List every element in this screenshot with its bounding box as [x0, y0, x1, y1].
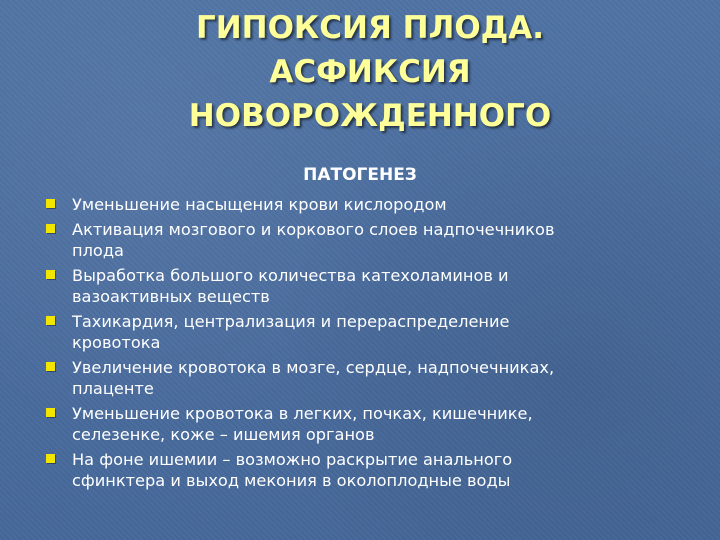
section-heading: ПАТОГЕНЕЗ	[303, 165, 417, 185]
bullet-list	[46, 194, 696, 495]
bullet-item	[46, 219, 696, 261]
bullet-item	[46, 449, 696, 491]
bullet-item	[46, 403, 696, 445]
title-line: НОВОРОЖДЕННОГО	[188, 98, 552, 134]
bullet-text-line: селезенке, коже – ишемия органов	[72, 425, 375, 444]
slide-title	[90, 6, 650, 138]
bullet-item	[46, 194, 696, 215]
bullet-text-line: Тахикардия, централизация и перераспределение	[72, 312, 510, 331]
square-bullet-icon	[46, 362, 55, 371]
square-bullet-icon	[46, 316, 55, 325]
title-line: АСФИКСИЯ	[269, 54, 471, 90]
bullet-text-line: Уменьшение кровотока в легких, почках, кишечнике,	[72, 404, 533, 423]
bullet-text-line: Увеличение кровотока в мозге, сердце, надпочечниках,	[72, 358, 555, 377]
bullet-item	[46, 265, 696, 307]
bullet-text-line: кровотока	[72, 333, 161, 352]
bullet-text-line: плода	[72, 241, 124, 260]
bullet-text-line: Уменьшение насыщения крови кислородом	[72, 195, 447, 214]
bullet-text-line: плаценте	[72, 379, 154, 398]
square-bullet-icon	[46, 408, 55, 417]
bullet-text-line: вазоактивных веществ	[72, 287, 270, 306]
bullet-item	[46, 311, 696, 353]
square-bullet-icon	[46, 224, 55, 233]
bullet-item	[46, 357, 696, 399]
bullet-text-line: Выработка большого количества катехоламинов и	[72, 266, 509, 285]
bullet-text-line: сфинктера и выход мекония в околоплодные воды	[72, 471, 511, 490]
square-bullet-icon	[46, 199, 55, 208]
bullet-text-line: Активация мозгового и коркового слоев надпочечников	[72, 220, 555, 239]
square-bullet-icon	[46, 270, 55, 279]
square-bullet-icon	[46, 454, 55, 463]
bullet-text-line: На фоне ишемии – возможно раскрытие анального	[72, 450, 513, 469]
title-line: ГИПОКСИЯ ПЛОДА.	[195, 10, 545, 46]
